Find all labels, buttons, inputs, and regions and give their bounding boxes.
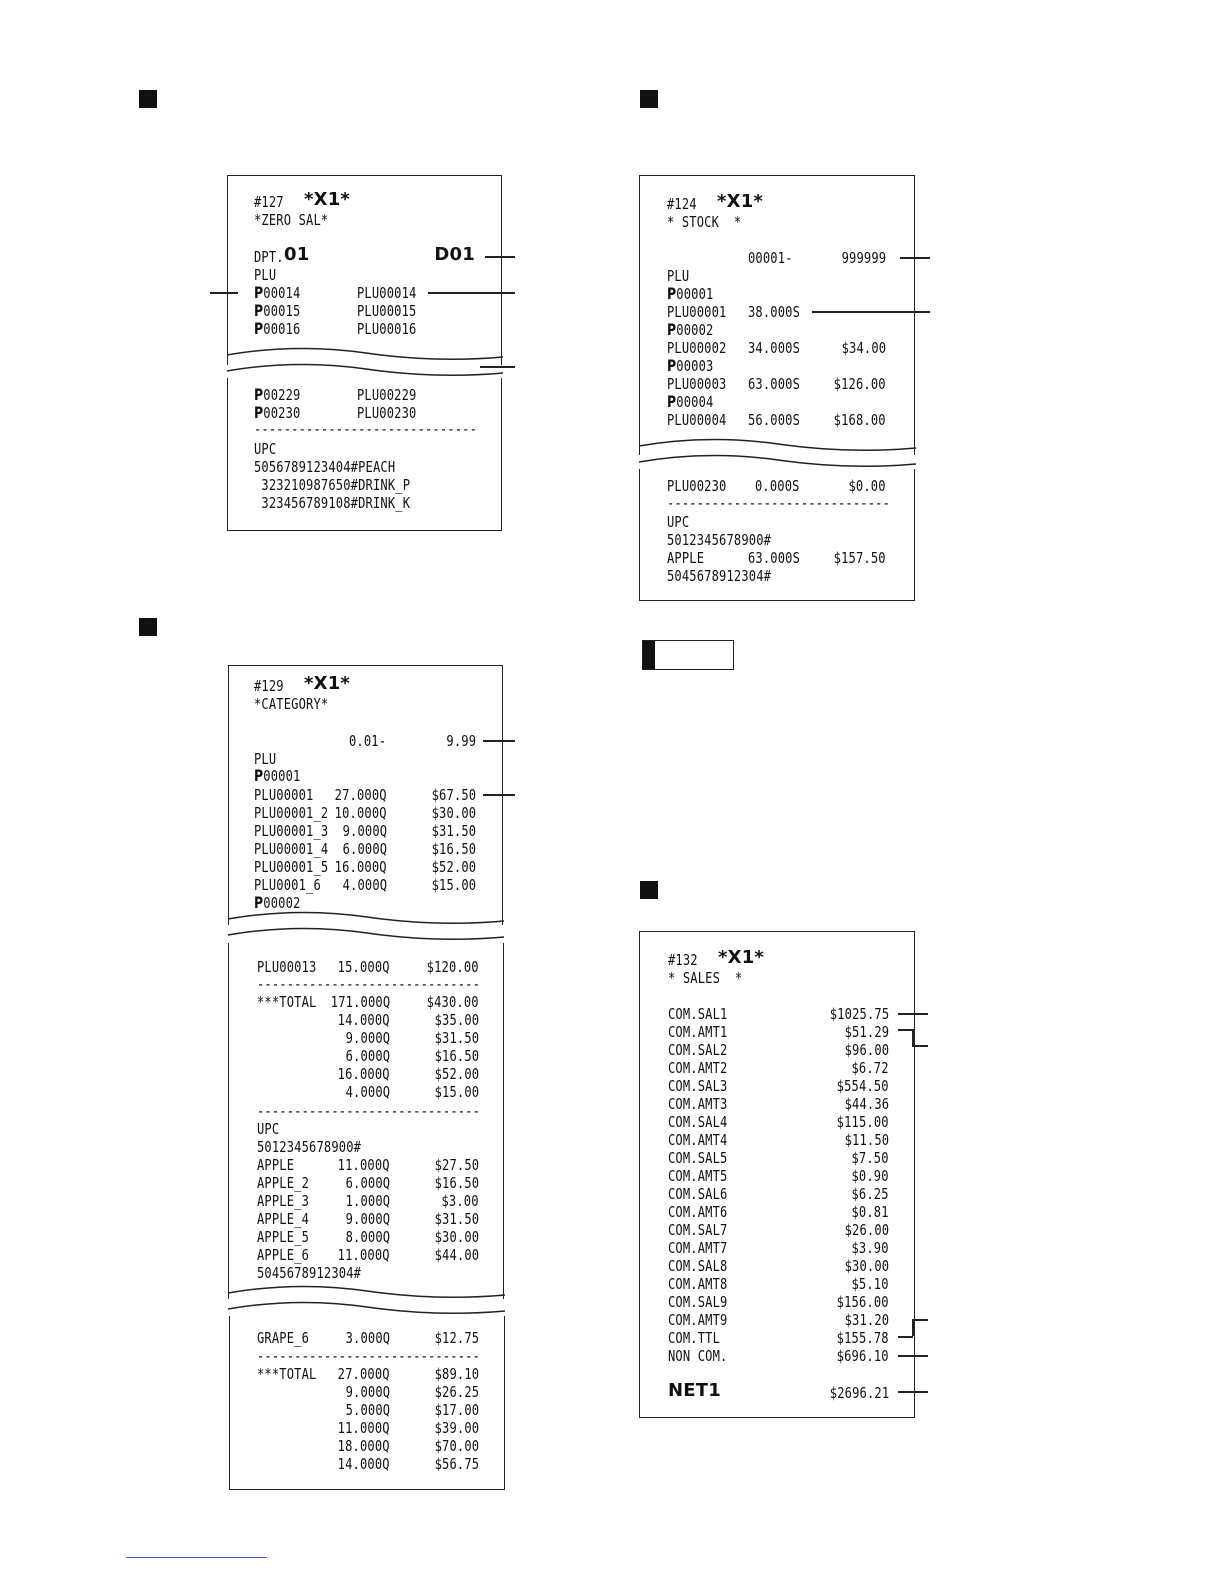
separator: ------------------------------ [257,975,481,993]
callout-leader [812,311,930,313]
total-amount: $39.00 [434,1419,479,1437]
plu-name: PLU00004 [667,411,727,429]
upc-amount: $16.50 [434,1174,479,1192]
sales-row-amount: $156.00 [836,1293,889,1311]
upc-code: 5012345678900# [667,531,772,549]
sales-header-mode: *X1* [718,947,765,968]
total-amount: $430.00 [426,993,479,1011]
sales-row-label: COM.SAL9 [668,1293,728,1311]
zero-sales-title: *ZERO SAL* [254,211,329,229]
total-label: ***TOTAL [257,1365,317,1383]
callout-leader [900,257,930,259]
section-marker-category [139,618,157,636]
sales-row-amount: $6.72 [851,1059,889,1077]
sales-row-label: COM.AMT1 [668,1023,728,1041]
total-amount: $26.25 [434,1383,479,1401]
plu-qty: 9.000Q [342,822,387,840]
plu-name: PLU00001_5 [254,858,329,876]
sales-row-label: COM.AMT6 [668,1203,728,1221]
sales-row-label: COM.AMT3 [668,1095,728,1113]
sales-row-amount: $5.10 [851,1275,889,1293]
plu-amount: $31.50 [431,822,476,840]
sales-row-label: COM.SAL1 [668,1005,728,1023]
plu-name: PLU00230 [357,404,417,422]
sales-row-amount: $7.50 [851,1149,889,1167]
plu-amount: $30.00 [431,804,476,822]
upc-code: 5045678912304# [257,1264,362,1282]
sales-row-label: COM.SAL2 [668,1041,728,1059]
plu-qty: 3.000Q [345,1329,390,1347]
plu-amount: $126.00 [833,375,886,393]
plu-name: PLU00003 [667,375,727,393]
upc-label: UPC [254,440,277,458]
upc-amount: $44.00 [434,1246,479,1264]
plu-name: GRAPE_6 [257,1329,310,1347]
plu-qty: 34.000S [748,339,801,357]
callout-leader [428,292,515,294]
upc-label: UPC [257,1120,280,1138]
total-qty: 171.000Q [330,993,390,1011]
callout-leader [480,366,515,368]
sales-row-amount: $11.50 [844,1131,889,1149]
callout-leader [898,1391,928,1393]
separator: ------------------------------ [254,420,478,438]
plu-qty: 38.000S [748,303,801,321]
total-amount: $70.00 [434,1437,479,1455]
range-to: 9.99 [446,732,476,750]
sales-row-label: COM.AMT7 [668,1239,728,1257]
callout-leader [912,1319,914,1336]
plu-name: PLU00016 [357,320,417,338]
total-qty: 18.000Q [337,1437,390,1455]
upc-amount: $30.00 [434,1228,479,1246]
upc-name: APPLE_3 [257,1192,310,1210]
plu-name: PLU00014 [357,284,417,302]
range-from: 00001- [748,249,793,267]
upc-row: 5056789123404#PEACH [254,458,396,476]
sales-row-label: COM.SAL7 [668,1221,728,1239]
upc-code: 5045678912304# [667,567,772,585]
sales-row-amount: $51.29 [844,1023,889,1041]
sales-row-amount: $554.50 [836,1077,889,1095]
sales-row-label: COM.TTL [668,1329,721,1347]
plu-name: PLU00001_4 [254,840,329,858]
upc-name: APPLE_4 [257,1210,310,1228]
upc-name: APPLE_2 [257,1174,310,1192]
dept-code: D01 [434,244,475,265]
sales-row-label: COM.AMT5 [668,1167,728,1185]
plu-code: P00003 [667,356,714,375]
plu-amount: $0.00 [848,477,886,495]
upc-qty: 63.000S [748,549,801,567]
upc-qty: 8.000Q [345,1228,390,1246]
upc-qty: 11.000Q [337,1246,390,1264]
total-amount: $52.00 [434,1065,479,1083]
callout-leader [898,1029,913,1031]
total-qty: 9.000Q [345,1383,390,1401]
sales-row-label: COM.SAL8 [668,1257,728,1275]
stock-header-mode: *X1* [717,191,764,212]
total-qty: 5.000Q [345,1401,390,1419]
category-header-number: #129 [254,677,284,695]
section-marker-zero-sales [139,90,157,108]
total-qty: 27.000Q [337,1365,390,1383]
plu-qty: 0.000S [755,477,800,495]
plu-name: PLU00001 [254,786,314,804]
upc-code: 5012345678900# [257,1138,362,1156]
total-qty: 4.000Q [345,1083,390,1101]
plu-name: PLU0001_6 [254,876,321,894]
plu-label: PLU [254,750,277,768]
upc-name: APPLE [667,549,705,567]
dept-number: 01 [284,244,310,265]
plu-code: P00016 [254,319,301,338]
plu-amount: $12.75 [434,1329,479,1347]
separator: ------------------------------ [257,1347,481,1365]
plu-name: PLU00002 [667,339,727,357]
total-amount: $17.00 [434,1401,479,1419]
footer-rule [126,1557,267,1558]
plu-label: PLU [667,267,690,285]
upc-amount: $3.00 [441,1192,479,1210]
dept-label: DPT. [254,248,284,266]
plu-label: PLU [254,266,277,284]
range-to: 999999 [841,249,886,267]
plu-name: PLU00230 [667,477,727,495]
total-amount: $56.75 [434,1455,479,1473]
plu-amount: $67.50 [431,786,476,804]
callout-leader [483,740,515,742]
zero-sales-header-number: #127 [254,193,284,211]
sales-row-amount: $155.78 [836,1329,889,1347]
section-marker-sales [640,881,658,899]
plu-qty: 6.000Q [342,840,387,858]
callout-leader [898,1013,928,1015]
category-header-mode: *X1* [304,673,351,694]
plu-qty: 27.000Q [334,786,387,804]
plu-amount: $120.00 [426,958,479,976]
plu-code: P00002 [254,893,301,912]
sales-row-label: NON COM. [668,1347,728,1365]
range-from: 0.01- [349,732,387,750]
total-qty: 14.000Q [337,1455,390,1473]
callout-leader [912,1319,928,1321]
sales-row-amount: $31.20 [844,1311,889,1329]
callout-leader [912,1029,914,1046]
total-amount: $31.50 [434,1029,479,1047]
stock-title: * STOCK * [667,213,742,231]
sales-row-label: COM.SAL6 [668,1185,728,1203]
upc-row: 323456789108#DRINK_K [254,494,411,512]
plu-qty: 63.000S [748,375,801,393]
plu-qty: 16.000Q [334,858,387,876]
note-label-box [642,640,734,670]
zero-sales-header-mode: *X1* [304,189,351,210]
sales-header-number: #132 [668,951,698,969]
plu-name: PLU00015 [357,302,417,320]
plu-name: PLU00001_2 [254,804,329,822]
callout-leader [483,794,515,796]
net-label: NET1 [668,1380,721,1401]
plu-code: P00004 [667,392,714,411]
plu-code: P00001 [254,766,301,785]
sales-row-label: COM.AMT8 [668,1275,728,1293]
net-amount: $2696.21 [829,1384,889,1402]
stock-header-number: #124 [667,195,697,213]
total-qty: 14.000Q [337,1011,390,1029]
upc-qty: 11.000Q [337,1156,390,1174]
sales-row-label: COM.SAL4 [668,1113,728,1131]
callout-leader [898,1336,913,1338]
plu-name: PLU00001 [667,303,727,321]
callout-leader [485,256,515,258]
upc-name: APPLE_6 [257,1246,310,1264]
separator: ------------------------------ [257,1102,481,1120]
sales-row-amount: $696.10 [836,1347,889,1365]
plu-amount: $168.00 [833,411,886,429]
upc-qty: 1.000Q [345,1192,390,1210]
plu-code: P00001 [667,284,714,303]
upc-label: UPC [667,513,690,531]
sales-row-label: COM.AMT9 [668,1311,728,1329]
upc-row: 323210987650#DRINK_P [254,476,411,494]
plu-amount: $52.00 [431,858,476,876]
total-qty: 6.000Q [345,1047,390,1065]
upc-qty: 9.000Q [345,1210,390,1228]
separator: ------------------------------ [667,494,891,512]
plu-qty: 10.000Q [334,804,387,822]
sales-row-amount: $0.81 [851,1203,889,1221]
upc-qty: 6.000Q [345,1174,390,1192]
plu-name: PLU00229 [357,386,417,404]
category-title: *CATEGORY* [254,695,329,713]
sales-row-label: COM.SAL3 [668,1077,728,1095]
total-amount: $15.00 [434,1083,479,1101]
sales-row-amount: $115.00 [836,1113,889,1131]
total-amount: $89.10 [434,1365,479,1383]
upc-amount: $27.50 [434,1156,479,1174]
upc-amount: $31.50 [434,1210,479,1228]
plu-qty: 4.000Q [342,876,387,894]
callout-leader [210,292,238,294]
sales-row-amount: $3.90 [851,1239,889,1257]
callout-leader [898,1355,928,1357]
plu-qty: 15.000Q [337,958,390,976]
sales-title: * SALES * [668,969,743,987]
total-amount: $16.50 [434,1047,479,1065]
plu-code: P00015 [254,301,301,320]
total-label: ***TOTAL [257,993,317,1011]
sales-row-amount: $6.25 [851,1185,889,1203]
plu-name: PLU00013 [257,958,317,976]
upc-amount: $157.50 [833,549,886,567]
sales-row-amount: $26.00 [844,1221,889,1239]
total-qty: 16.000Q [337,1065,390,1083]
sales-row-label: COM.AMT4 [668,1131,728,1149]
sales-row-amount: $1025.75 [829,1005,889,1023]
plu-code: P00230 [254,403,301,422]
plu-amount: $16.50 [431,840,476,858]
upc-name: APPLE_5 [257,1228,310,1246]
total-qty: 11.000Q [337,1419,390,1437]
sales-row-amount: $44.36 [844,1095,889,1113]
plu-name: PLU00001_3 [254,822,329,840]
plu-code: P00002 [667,320,714,339]
section-marker-stock [640,90,658,108]
plu-code: P00229 [254,385,301,404]
plu-amount: $34.00 [841,339,886,357]
sales-row-label: COM.AMT2 [668,1059,728,1077]
plu-code: P00014 [254,283,301,302]
upc-name: APPLE [257,1156,295,1174]
sales-row-label: COM.SAL5 [668,1149,728,1167]
plu-qty: 56.000S [748,411,801,429]
plu-amount: $15.00 [431,876,476,894]
sales-row-amount: $0.90 [851,1167,889,1185]
sales-row-amount: $96.00 [844,1041,889,1059]
callout-leader [912,1045,928,1047]
total-amount: $35.00 [434,1011,479,1029]
total-qty: 9.000Q [345,1029,390,1047]
sales-row-amount: $30.00 [844,1257,889,1275]
